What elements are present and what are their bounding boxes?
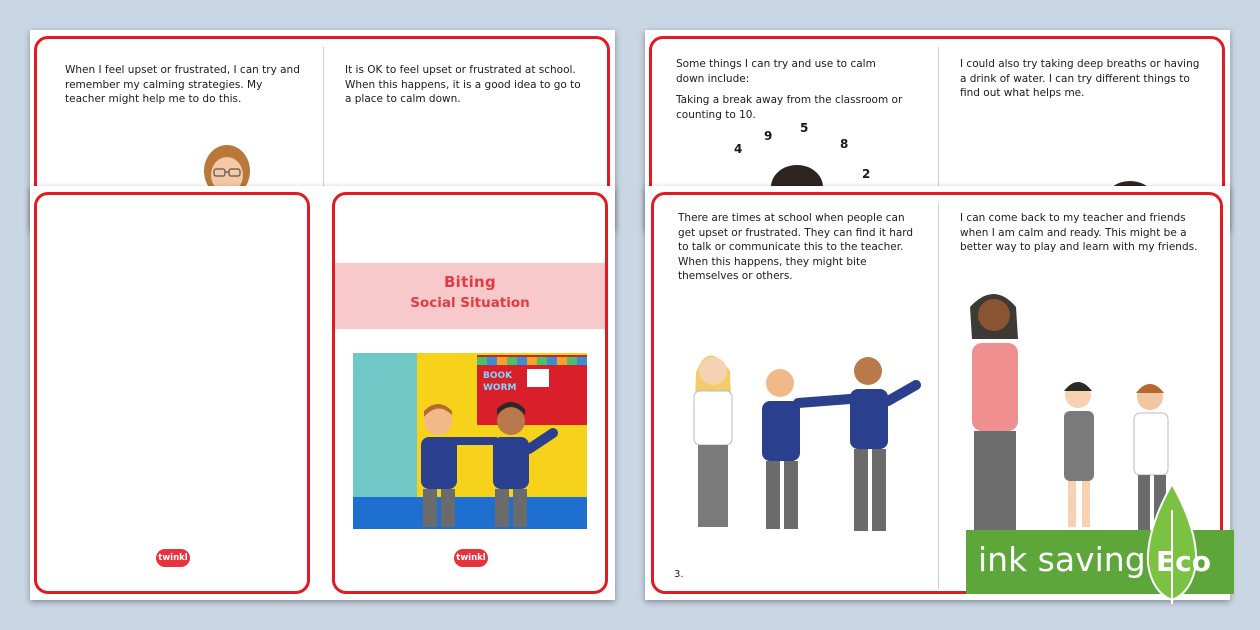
cover-subtitle: Social Situation <box>410 295 530 311</box>
back-right-page-left-text-1: Some things I can try and use to calm down include: <box>676 58 876 85</box>
eco-label: Eco <box>1156 545 1211 578</box>
back-left-page-left-text: When I feel upset or frustrated, I can try and remember my calming strategies. My teacher might help me to do this. <box>65 64 300 105</box>
twinkl-logo: twinkl <box>454 549 488 567</box>
page-divider <box>938 203 939 589</box>
page-3-text: There are times at school when people can get upset or frustrated. They can find it hard to talk or communicate this to the teacher. When this happens, they might bite themselves or others. <box>678 212 914 282</box>
front-left-sheet <box>30 186 615 600</box>
back-left-page-right-text: It is OK to feel upset or frustrated at school. When this happens, it is a good idea to go to a place to calm down. <box>345 64 581 105</box>
bunting <box>477 357 587 365</box>
poster-word-worm: WORM <box>483 383 517 393</box>
poster-word-book: BOOK <box>483 371 513 381</box>
counting-number: 2 <box>862 167 871 181</box>
cover-illustration <box>353 353 587 529</box>
counting-number: 4 <box>734 142 743 156</box>
counting-number: 5 <box>800 121 809 135</box>
poster-paper <box>527 369 549 387</box>
page-4-text: I can come back to my teacher and friends when I am calm and ready. This might be a better way to play and learn with my friends. <box>960 212 1198 253</box>
twinkl-logo: twinkl <box>156 549 190 567</box>
back-right-page-right-text: I could also try taking deep breaths or having a drink of water. I can try different things to find out what helps me. <box>960 58 1200 99</box>
counting-number: 9 <box>764 129 773 143</box>
blank-back-page <box>34 192 310 594</box>
back-right-page-left-text-2: Taking a break away from the classroom or counting to 10. <box>676 94 903 121</box>
ink-saving-label: ink saving <box>978 540 1146 579</box>
children-biting-illustration <box>393 393 573 529</box>
counting-number: 8 <box>840 137 849 151</box>
cover-title: Biting <box>443 273 497 291</box>
ink-saving-eco-badge <box>966 530 1234 594</box>
children-biting-scene <box>678 341 938 551</box>
page-number: 3. <box>674 569 684 580</box>
cover-page <box>332 192 608 594</box>
cover-title-band <box>335 263 605 329</box>
